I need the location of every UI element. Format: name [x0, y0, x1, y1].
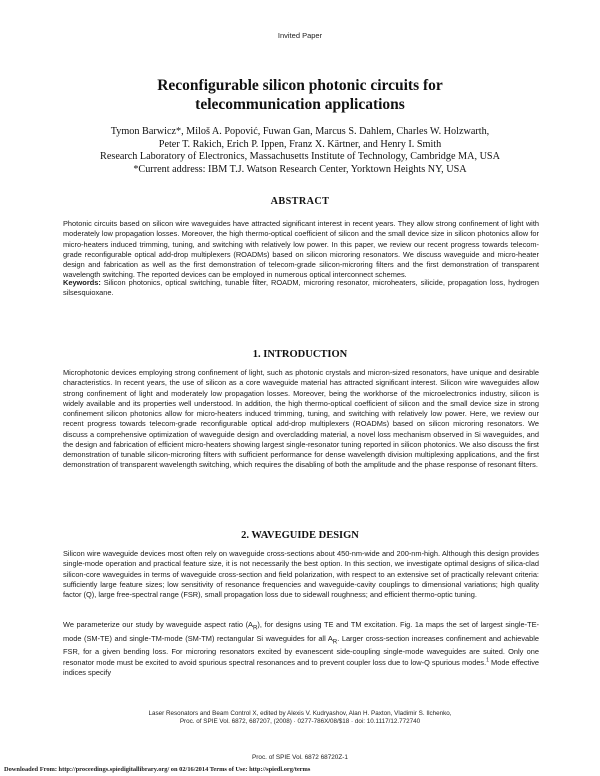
- current-address-line: *Current address: IBM T.J. Watson Research Center, Yorktown Heights NY, USA: [133, 163, 467, 175]
- keywords-label: Keywords:: [63, 278, 101, 287]
- subscript-r-1: R: [252, 624, 258, 632]
- wg2-text-d: Mode effective indices specify: [63, 657, 540, 677]
- download-notice: Downloaded From: http://proceedings.spiedigitallibrary.org/ on 02/16/2014 Terms of Use: http://spiedl.org/terms: [4, 766, 311, 773]
- abstract-heading: ABSTRACT: [270, 196, 330, 207]
- authors-line-1: Tymon Barwicz*, Miloš A. Popović, Fuwan Gan, Marcus S. Dahlem, Charles W. Holzwarth,: [110, 126, 490, 137]
- footnote-line-1: Laser Resonators and Beam Control X, edited by Alexis V. Kudryashov, Alan H. Paxton, Vladimir S. Ilchenko,: [148, 710, 452, 717]
- waveguide-paragraph-2: [63, 620, 539, 678]
- section-1-heading: 1. INTRODUCTION: [252, 349, 348, 360]
- wg2-text-a: We parameterize our study by waveguide aspect ratio (A: [63, 620, 253, 629]
- paper-title: [0, 76, 600, 114]
- proceedings-footnote: [0, 710, 600, 727]
- affiliation-line: Research Laboratory of Electronics, Massachusetts Institute of Technology, Cambridge MA, USA: [100, 151, 500, 163]
- abstract-text: Photonic circuits based on silicon wire waveguides have attracted significant interest in recent years. They allow strong confinement of light with moderately low propagation losses. Moreover, the high thermo-optical coefficient of silicon and the small device size in silicon photonics allow for micro-heaters induced trimming, tuning, and switching with relatively low power. In this paper, we review our recent progress towards telecom-grade reconfigurable optical add-drop multiplexers (ROADMs) based on silicon microring resonators. We discuss waveguide and micro-heater design and fabrication as well as the first demonstration of telecom-grade silicon-microring filters and the first demonstration of transparent wavelength switching. The reported devices can be employed in numerous optical interconnect schemes.: [63, 219, 539, 280]
- keywords-text: Silicon photonics, optical switching, tunable filter, ROADM, microring resonator, microheaters, silicide, propagation loss, hydrogen silsesquioxane.: [63, 278, 539, 298]
- subscript-r-2: R: [332, 638, 338, 646]
- citation-superscript: 1: [486, 657, 489, 664]
- keywords-paragraph: [63, 278, 539, 299]
- title-line-2: telecommunication applications: [195, 96, 405, 113]
- wg2-text-c: . Larger cross-section increases confinement and achievable FSR, for a given bending loss. For microring resonators excited by evanescent side-coupling single-mode waveguides are suited. Only one resonator mode must be excited to avoid spurious spectral resonances and to prevent coupler loss due to low-Q spurious modes.: [63, 633, 539, 667]
- waveguide-paragraph-1: Silicon wire waveguide devices most often rely on waveguide cross-sections about 450-nm-wide and 200-nm-high. Although this design provides single-mode operation and practical feature size, it is not necessarily the best option. In this section, we investigate optimal designs of silica-clad silicon-core waveguides in terms of waveguide cross-section and field polarization, with respect to an extensive set of practically relevant criteria: sufficiently large feature sizes; low sensitivity of resonance frequencies and waveguide-cavity couplings to dimensional variations; high quality factor (Q), large free-spectral range (FSR), small propagation loss due to sidewall roughness; and efficient thermo-optic tuning.: [63, 549, 539, 599]
- wg2-text-b: ), for designs using TE and TM excitation. Fig. 1a maps the set of largest single-TE-mode (SM-TE) and single-TM-mode (SM-TM) rectangular Si waveguides for all A: [63, 620, 540, 643]
- footnote-line-2: Proc. of SPIE Vol. 6872, 687207, (2008) · 0277-786X/08/$18 · doi: 10.1117/12.772740: [179, 718, 421, 726]
- authors-line-2: Peter T. Rakich, Erich P. Ippen, Franz X. Kärtner, and Henry I. Smith: [158, 138, 442, 150]
- author-block: [0, 126, 600, 176]
- title-line-1: Reconfigurable silicon photonic circuits for: [157, 77, 443, 94]
- invited-paper-label: Invited Paper: [277, 31, 323, 40]
- section-2-heading: 2. WAVEGUIDE DESIGN: [241, 530, 359, 541]
- introduction-text: Microphotonic devices employing strong confinement of light, such as photonic crystals and micron-sized resonators, have unique and desirable characteristics. In recent years, the use of silicon as a core waveguide material has attracted significant interest. Silicon wire waveguides allow strong confinement of light and moderately low propagation losses. Moreover, being the workhorse of the microelectronics industry, silicon is widely available and its properties well understood. In addition, the high thermo-optical coefficient of silicon and the small device size in strong confinement silicon photonics allow for micro-heaters induced trimming, tuning, and switching with relatively low power. Here, we review our recent progress towards telecom-grade reconfigurable optical add-drop multiplexers (ROADMs) based on silicon microring resonators. We discuss a comprehensive optimization of waveguide design and overcladding material, a novel loss mechanism observed in Si waveguides, and the design and fabrication of efficient micro-heaters showing largest single-resonator tuning reported in silicon photonics. We also discuss the first demonstration of tunable silicon-microring filters with sufficient performance for dense wavelength division multiplexing applications, and the first demonstration of transparent wavelength switching, which requires the disabling of both the amplitude and the phase response of resonant filters.: [63, 368, 539, 470]
- page-footer: Proc. of SPIE Vol. 6872 68720Z-1: [252, 754, 348, 761]
